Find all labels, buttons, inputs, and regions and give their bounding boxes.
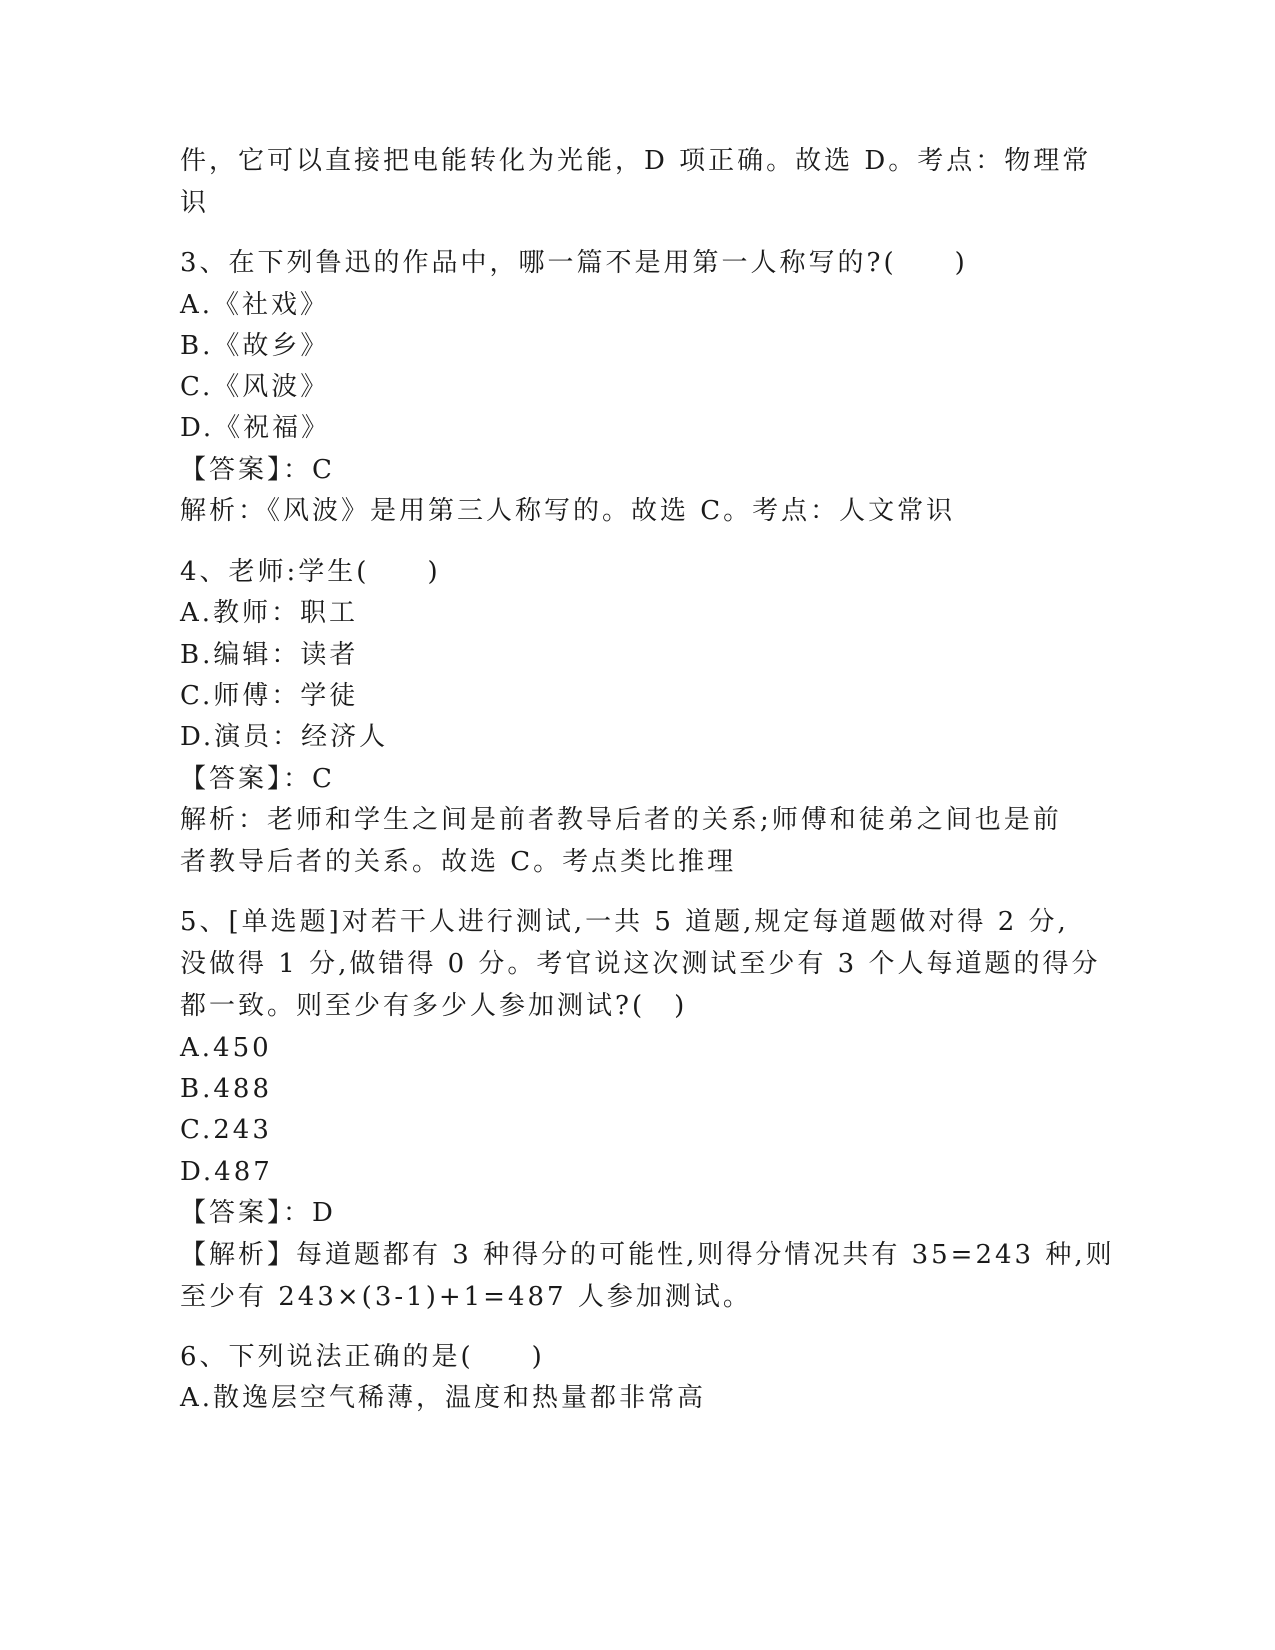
q4-option-d: D.演员：经济人 [180,722,389,752]
q5-stem-line-3: 都一致。则至少有多少人参加测试?( ) [180,991,688,1021]
q5-analysis-line-2: 至少有 243×(3-1)+1=487 人参加测试。 [180,1282,752,1312]
q5-option-b: B.488 [180,1074,272,1104]
q5-option-a: A.450 [180,1033,272,1063]
q5-stem-line-1: 5、[单选题]对若干人进行测试,一共 5 道题,规定每道题做对得 2 分, [180,907,1069,937]
q5-answer: 【答案】：D [180,1198,336,1228]
carryover-line-1: 件，它可以直接把电能转化为光能，D 项正确。故选 D。考点：物理常 [180,146,1092,176]
q4-analysis-line-2: 者教导后者的关系。故选 C。考点类比推理 [180,847,737,877]
q4-analysis-line-1: 解析：老师和学生之间是前者教导后者的关系;师傅和徒弟之间也是前 [180,805,1062,835]
q5-option-c: C.243 [180,1115,272,1145]
q5-analysis-line-1: 【解析】每道题都有 3 种得分的可能性,则得分情况共有 35=243 种,则 [180,1240,1115,1270]
q3-stem: 3、在下列鲁迅的作品中，哪一篇不是用第一人称写的?( ) [180,248,968,278]
q6-stem: 6、下列说法正确的是( ) [180,1342,545,1372]
q3-option-c: C.《风波》 [180,372,330,402]
q5-stem-line-2: 没做得 1 分,做错得 0 分。考官说这次测试至少有 3 个人每道题的得分 [180,949,1101,979]
q4-option-c: C.师傅：学徒 [180,681,359,711]
q6-option-a: A.散逸层空气稀薄，温度和热量都非常高 [180,1383,707,1413]
q3-analysis: 解析：《风波》是用第三人称写的。故选 C。考点：人文常识 [180,496,956,526]
q3-option-b: B.《故乡》 [180,331,330,361]
q3-option-a: A.《社戏》 [180,290,330,320]
q3-answer: 【答案】：C [180,455,335,485]
q4-option-b: B.编辑：读者 [180,640,359,670]
q4-option-a: A.教师：职工 [180,598,359,628]
q4-answer: 【答案】：C [180,764,335,794]
carryover-line-2: 识 [180,188,210,218]
q5-option-d: D.487 [180,1157,273,1187]
q4-stem: 4、老师:学生( ) [180,557,441,587]
q3-option-d: D.《祝福》 [180,413,331,443]
